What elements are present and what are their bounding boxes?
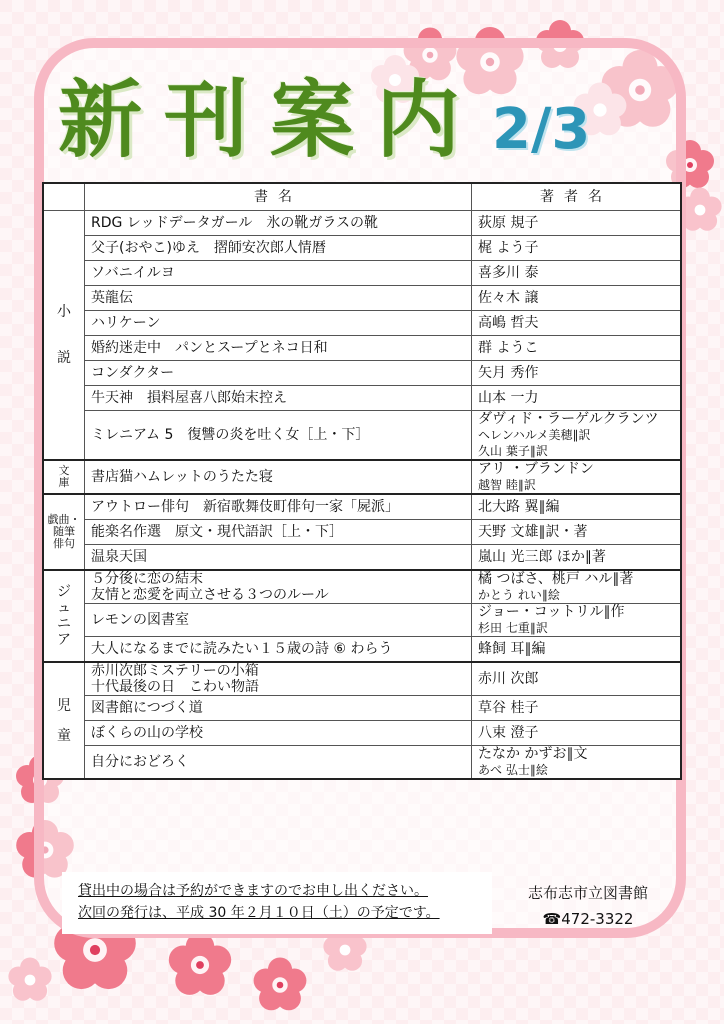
table-row — [43, 361, 681, 386]
author-cell — [472, 311, 682, 336]
library-phone: ☎472-3322 — [542, 910, 634, 928]
author-name: 高嶋 哲夫 — [478, 315, 539, 331]
book-title-cell — [85, 662, 472, 696]
author-cell — [472, 411, 682, 461]
author-cell — [472, 386, 682, 411]
category-header — [43, 183, 85, 211]
author-name: 群 ようこ — [478, 340, 539, 356]
category-label: ジ — [57, 584, 71, 600]
author-name: 草谷 桂子 — [478, 700, 539, 716]
category-cell — [43, 570, 85, 662]
issue-number: 2/3 — [492, 97, 591, 162]
table-row — [43, 696, 681, 721]
author-name: かとう れい∥絵 — [478, 588, 560, 602]
author-cell — [472, 520, 682, 545]
category-cell — [43, 460, 85, 494]
book-title: 十代最後の日 こわい物語 — [91, 679, 259, 695]
author-name: 荻原 規子 — [478, 215, 539, 231]
author-name: 北大路 翼∥編 — [478, 499, 560, 515]
table-row — [43, 386, 681, 411]
table-row — [43, 411, 681, 461]
book-title-cell — [85, 361, 472, 386]
category-label: 児 — [57, 697, 71, 714]
book-title: RDG レッドデータガール 氷の靴ガラスの靴 — [91, 215, 378, 231]
author-name: 山本 一力 — [478, 390, 539, 406]
table-row — [43, 286, 681, 311]
category-label: 小 — [57, 304, 71, 320]
author-cell — [472, 211, 682, 236]
author-name: あべ 弘士∥絵 — [478, 763, 548, 777]
table-row — [43, 211, 681, 236]
notice-line-1: 貸出中の場合は予約ができますのでお申し出ください。 — [78, 883, 428, 899]
book-title-cell — [85, 211, 472, 236]
notice-box — [62, 872, 492, 934]
book-title-cell — [85, 721, 472, 746]
new-books-table — [42, 182, 682, 780]
category-cell — [43, 662, 85, 779]
table-row — [43, 662, 681, 696]
library-name: 志布志市立図書館 — [527, 884, 648, 902]
notice-line-2: 次回の発行は、平成 30 年２月１０日（土）の予定です。 — [78, 905, 440, 921]
author-cell — [472, 637, 682, 663]
book-title-cell — [85, 261, 472, 286]
book-title: アウトロー俳句 新宿歌舞伎町俳句一家「屍派」 — [91, 499, 399, 515]
book-title: ミレニアム 5 復讐の炎を吐く女［上・下］ — [91, 427, 370, 443]
author-name: ダヴィド・ラーゲルクランツ — [478, 411, 659, 427]
author-name: 佐々木 譲 — [478, 290, 539, 306]
author-header: 著者名 — [472, 183, 682, 211]
author-name: 梶 よう子 — [478, 240, 539, 256]
book-title: 書店猫ハムレットのうたた寝 — [91, 469, 273, 485]
category-label: ュ — [57, 600, 71, 616]
category-label: 文 — [58, 464, 70, 477]
book-title: 父子(おやこ)ゆえ 摺師安次郎人情暦 — [91, 240, 326, 256]
table-row — [43, 236, 681, 261]
table-body — [43, 211, 681, 780]
book-title-cell — [85, 494, 472, 520]
author-cell — [472, 336, 682, 361]
book-title: 友情と恋愛を両立させる３つのルール — [91, 587, 329, 603]
book-title-cell — [85, 236, 472, 261]
book-title-cell — [85, 386, 472, 411]
author-name: 蜂飼 耳∥編 — [478, 641, 546, 657]
book-title: 能楽名作選 原文・現代語訳［上・下］ — [91, 524, 343, 540]
table-row — [43, 746, 681, 780]
table-row — [43, 721, 681, 746]
category-label: 庫 — [58, 476, 70, 489]
page-title — [58, 60, 590, 170]
book-title: ハリケーン — [91, 315, 161, 331]
book-title-cell — [85, 746, 472, 780]
category-label: ア — [57, 632, 71, 648]
author-name: ヘレンハルメ美穂∥訳 — [478, 428, 591, 442]
author-name: 杉田 七重∥訳 — [478, 621, 548, 635]
author-cell — [472, 746, 682, 780]
book-title-cell — [85, 545, 472, 571]
table-row — [43, 460, 681, 494]
book-title: ソバニイルヨ — [91, 265, 175, 281]
category-label: 説 — [57, 350, 71, 366]
category-label: 童 — [57, 727, 71, 744]
book-title: 温泉天国 — [91, 549, 147, 565]
category-label: 俳句 — [53, 537, 75, 550]
book-title: コンダクター — [91, 365, 175, 381]
category-cell — [43, 494, 85, 570]
author-cell — [472, 662, 682, 696]
author-cell — [472, 286, 682, 311]
author-name: アリ ・ブランドン — [478, 461, 594, 477]
book-title: 牛天神 損料屋喜八郎始末控え — [91, 390, 287, 406]
author-cell — [472, 721, 682, 746]
book-title-cell — [85, 460, 472, 494]
book-title: レモンの図書室 — [91, 612, 189, 628]
book-title: 赤川次郎ミステリーの小箱 — [91, 663, 259, 679]
author-cell — [472, 545, 682, 571]
book-title-cell — [85, 336, 472, 361]
book-title: 大人になるまでに読みたい１５歳の詩 ⑥ わらう — [91, 641, 393, 657]
book-title: 自分におどろく — [91, 754, 189, 770]
book-title-cell — [85, 604, 472, 637]
author-cell — [472, 236, 682, 261]
author-name: 八束 澄子 — [478, 725, 539, 741]
table-row — [43, 545, 681, 571]
author-cell — [472, 696, 682, 721]
author-name: たなか かずお∥文 — [478, 746, 588, 762]
category-cell — [43, 211, 85, 461]
author-cell — [472, 361, 682, 386]
author-name: 橘 つばさ、桃戸 ハル∥著 — [478, 571, 634, 587]
author-name: 越智 睦∥訳 — [478, 478, 536, 492]
book-title: 英龍伝 — [91, 290, 133, 306]
book-title: 図書館につづく道 — [91, 700, 203, 716]
table-row — [43, 494, 681, 520]
title-text: 新刊案内 — [58, 71, 483, 169]
author-name: 赤川 次郎 — [478, 671, 539, 687]
title-header: 書名 — [85, 183, 472, 211]
author-name: ジョー・コットリル∥作 — [478, 604, 625, 620]
table-row — [43, 336, 681, 361]
author-cell — [472, 570, 682, 604]
author-cell — [472, 261, 682, 286]
library-info — [508, 880, 668, 940]
category-label: 戯曲・随筆 — [47, 513, 81, 538]
author-cell — [472, 604, 682, 637]
book-title: ぼくらの山の学校 — [91, 725, 203, 741]
book-title-cell — [85, 696, 472, 721]
author-name: 久山 葉子∥訳 — [478, 444, 548, 458]
book-title-cell — [85, 570, 472, 604]
table-row — [43, 311, 681, 336]
table-row — [43, 261, 681, 286]
book-title: 婚約迷走中 パンとスープとネコ日和 — [91, 340, 328, 356]
category-label: ニ — [57, 616, 71, 632]
author-cell — [472, 460, 682, 494]
book-title-cell — [85, 311, 472, 336]
author-name: 天野 文雄∥訳・著 — [478, 524, 588, 540]
table-header-row — [43, 183, 681, 211]
book-title-cell — [85, 637, 472, 663]
author-cell — [472, 494, 682, 520]
author-name: 矢月 秀作 — [478, 365, 539, 381]
book-title: ５分後に恋の結末 — [91, 571, 203, 587]
book-title-cell — [85, 520, 472, 545]
table-row — [43, 570, 681, 604]
table-row — [43, 637, 681, 663]
author-name: 嵐山 光三郎 ほか∥著 — [478, 549, 606, 565]
book-title-cell — [85, 286, 472, 311]
table-row — [43, 520, 681, 545]
book-title-cell — [85, 411, 472, 461]
author-name: 喜多川 泰 — [478, 265, 539, 281]
table-row — [43, 604, 681, 637]
